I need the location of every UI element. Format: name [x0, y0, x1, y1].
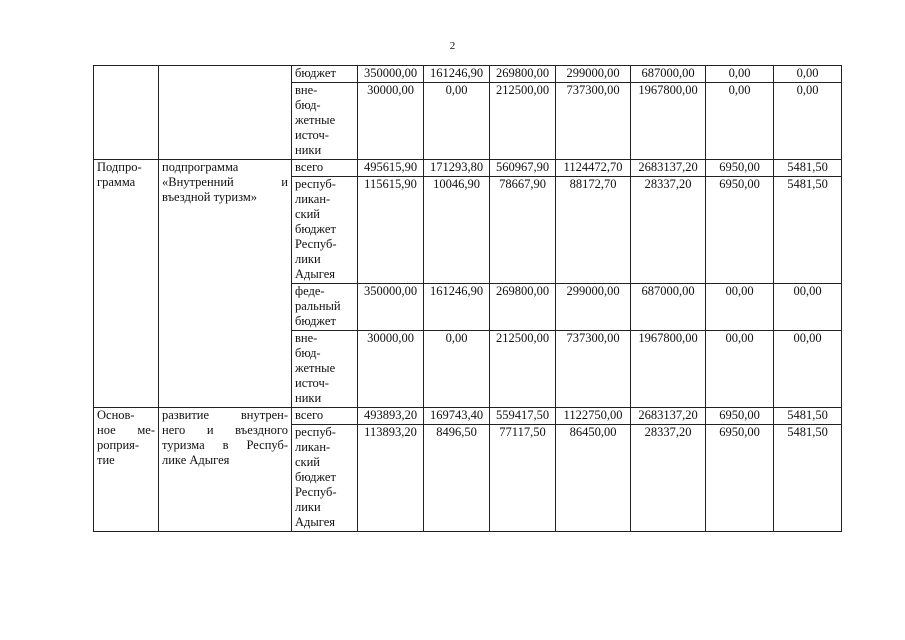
amount-cell: 30000,00	[358, 331, 424, 408]
text-line: него и въездного	[162, 423, 288, 437]
status-cell	[94, 408, 159, 532]
amount-cell: 8496,50	[424, 425, 490, 532]
amount-cell: 6950,00	[706, 408, 774, 425]
text-line: респуб-	[295, 177, 336, 191]
amount-cell: 161246,90	[424, 284, 490, 331]
funding-source-cell	[292, 331, 358, 408]
budget-table	[93, 65, 842, 532]
text-line: бюджет	[295, 222, 336, 236]
amount-cell: 78667,90	[490, 177, 556, 284]
amount-cell: 5481,50	[774, 160, 842, 177]
amount-cell: 1122750,00	[556, 408, 631, 425]
amount-cell: 169743,40	[424, 408, 490, 425]
amount-cell: 495615,90	[358, 160, 424, 177]
amount-cell: 88172,70	[556, 177, 631, 284]
name-cell	[159, 160, 292, 408]
text-line: Респуб-	[295, 485, 337, 499]
amount-cell: 1967800,00	[631, 83, 706, 160]
text-line: источ-	[295, 376, 329, 390]
table-row	[94, 66, 842, 83]
amount-cell: 0,00	[424, 83, 490, 160]
amount-cell: 6950,00	[706, 160, 774, 177]
text-line: тие	[97, 453, 115, 467]
amount-cell: 269800,00	[490, 66, 556, 83]
text-line: лики	[295, 252, 321, 266]
text-line: Адыгея	[295, 267, 336, 281]
amount-cell: 113893,20	[358, 425, 424, 532]
text-line: лике Адыгея	[162, 453, 230, 467]
amount-cell: 2683137,20	[631, 408, 706, 425]
amount-cell: 00,00	[706, 284, 774, 331]
text-line: лики	[295, 500, 321, 514]
amount-cell: 86450,00	[556, 425, 631, 532]
status-cell	[94, 160, 159, 408]
text-line: бюджет	[295, 314, 336, 328]
table-row	[94, 408, 842, 425]
text-line: ский	[295, 455, 320, 469]
amount-cell: 00,00	[706, 331, 774, 408]
amount-cell: 115615,90	[358, 177, 424, 284]
amount-cell: 212500,00	[490, 331, 556, 408]
amount-cell: 6950,00	[706, 425, 774, 532]
funding-source-cell	[292, 408, 358, 425]
name-cell	[159, 66, 292, 160]
amount-cell: 350000,00	[358, 66, 424, 83]
amount-cell: 299000,00	[556, 66, 631, 83]
amount-cell: 30000,00	[358, 83, 424, 160]
name-cell	[159, 408, 292, 532]
text-line: источ-	[295, 128, 329, 142]
text-line: роприя-	[97, 438, 140, 452]
amount-cell: 28337,20	[631, 425, 706, 532]
amount-cell: 0,00	[774, 66, 842, 83]
amount-cell: 171293,80	[424, 160, 490, 177]
text-line: Респуб-	[295, 237, 337, 251]
amount-cell: 00,00	[774, 331, 842, 408]
status-cell	[94, 66, 159, 160]
text-line: ное ме-	[97, 423, 155, 437]
amount-cell: 1967800,00	[631, 331, 706, 408]
text-line: бюджет	[295, 470, 336, 484]
amount-cell: 560967,90	[490, 160, 556, 177]
text-line: Подпро-	[97, 160, 142, 174]
amount-cell: 0,00	[424, 331, 490, 408]
amount-cell: 0,00	[774, 83, 842, 160]
text-line: бюд-	[295, 98, 321, 112]
text-line: бюджет	[295, 66, 336, 80]
amount-cell: 559417,50	[490, 408, 556, 425]
funding-source-cell	[292, 83, 358, 160]
amount-cell: 687000,00	[631, 284, 706, 331]
page-number: 2	[449, 40, 456, 52]
funding-source-cell	[292, 284, 358, 331]
amount-cell: 77117,50	[490, 425, 556, 532]
amount-cell: 299000,00	[556, 284, 631, 331]
text-line: ники	[295, 391, 322, 405]
text-line: ральный	[295, 299, 341, 313]
funding-source-cell	[292, 425, 358, 532]
amount-cell: 212500,00	[490, 83, 556, 160]
text-line: ский	[295, 207, 320, 221]
text-line: ликан-	[295, 440, 331, 454]
amount-cell: 6950,00	[706, 177, 774, 284]
text-line: жетные	[295, 113, 336, 127]
amount-cell: 493893,20	[358, 408, 424, 425]
text-line: ники	[295, 143, 322, 157]
amount-cell: 28337,20	[631, 177, 706, 284]
text-line: туризма в Респуб-	[162, 438, 288, 452]
amount-cell: 00,00	[774, 284, 842, 331]
text-line: респуб-	[295, 425, 336, 439]
amount-cell: 5481,50	[774, 408, 842, 425]
amount-cell: 269800,00	[490, 284, 556, 331]
text-line: подпрограмма	[162, 160, 239, 174]
text-line: жетные	[295, 361, 336, 375]
amount-cell: 737300,00	[556, 83, 631, 160]
funding-source-cell	[292, 160, 358, 177]
text-line: развитие внутрен-	[162, 408, 288, 422]
text-line: вне-	[295, 331, 318, 345]
text-line: Основ-	[97, 408, 135, 422]
amount-cell: 687000,00	[631, 66, 706, 83]
text-line: бюд-	[295, 346, 321, 360]
amount-cell: 0,00	[706, 66, 774, 83]
text-line: всего	[295, 408, 324, 422]
text-line: феде-	[295, 284, 325, 298]
amount-cell: 1124472,70	[556, 160, 631, 177]
text-line: «Внутренний и	[162, 175, 288, 189]
text-line: грамма	[97, 175, 136, 189]
text-line: въездной туризм»	[162, 190, 257, 204]
amount-cell: 737300,00	[556, 331, 631, 408]
amount-cell: 161246,90	[424, 66, 490, 83]
text-line: ликан-	[295, 192, 331, 206]
amount-cell: 5481,50	[774, 425, 842, 532]
text-line: Адыгея	[295, 515, 336, 529]
funding-source-cell	[292, 66, 358, 83]
text-line: вне-	[295, 83, 318, 97]
amount-cell: 5481,50	[774, 177, 842, 284]
table-row	[94, 160, 842, 177]
amount-cell: 350000,00	[358, 284, 424, 331]
amount-cell: 10046,90	[424, 177, 490, 284]
text-line: всего	[295, 160, 324, 174]
amount-cell: 2683137,20	[631, 160, 706, 177]
amount-cell: 0,00	[706, 83, 774, 160]
funding-source-cell	[292, 177, 358, 284]
